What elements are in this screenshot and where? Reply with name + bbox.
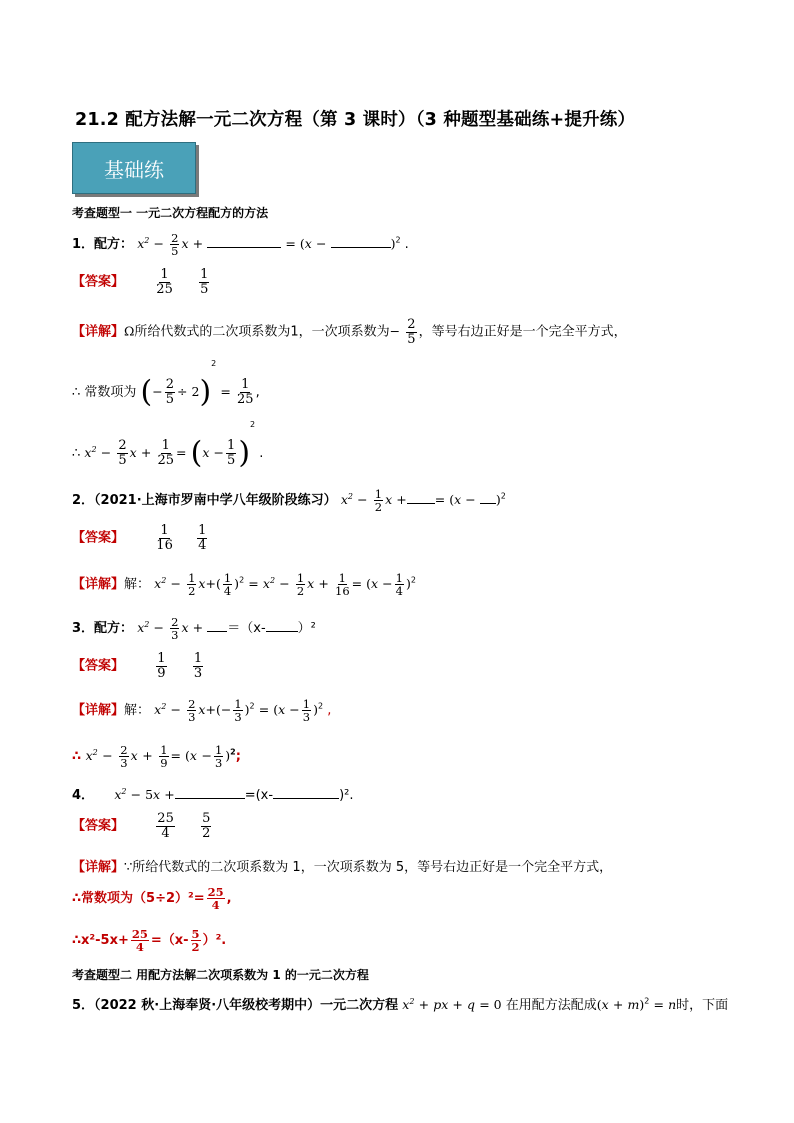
question-3: 3．配方： $x^2$ − $\frac{2}{3}$ x + ＝（x- ）²	[72, 615, 316, 643]
question-3-number: 3．配方：	[72, 621, 134, 637]
page-title: 21.2 配方法解一元二次方程（第 3 课时）（3 种题型基础练+提升练）	[75, 110, 636, 130]
detail-row-3b: ∴ $x^2$ − $\frac{2}{3}$ x + $\frac{1}{9}$ = (x − $\frac{1}{3}$ )$^2$;	[72, 743, 241, 771]
detail-row-1c: ∴ $x^2$ − $\frac{2}{5}$ x + $\frac{1}{25}$ = (x − $\frac{1}{5}$ )$^2$ .	[72, 420, 264, 471]
answer-tag: 【答案】	[72, 530, 125, 546]
answer-row-4: 【答案】 $\frac{25}{4}$ $\frac{5}{2}$	[72, 811, 211, 841]
answer-row-3: 【答案】 $\frac{1}{9}$ $\frac{1}{3}$	[72, 651, 203, 681]
question-4-number: 4．	[72, 788, 95, 803]
question-1-number: 1．配方：	[72, 237, 134, 253]
section-heading-1: 考查题型一 一元二次方程配方的方法	[72, 206, 269, 220]
question-5: 5．（2022 秋·上海奉贤·八年级校考期中）一元二次方程 $x^2$ + px + q = 0 在用配方法配成$(x + m)^2 = n$时，下面	[72, 996, 729, 1013]
answer-row-2: 【答案】 $\frac{1}{16}$ $\frac{1}{4}$	[72, 523, 207, 553]
detail-row-4c: ∴x²-5x+ $\frac{25}{4}$ =（x- $\frac{5}{2}$ ）².	[72, 927, 227, 955]
detail-tag: 【详解】	[72, 324, 125, 340]
banner-label: 基础练	[104, 157, 164, 182]
answer-tag: 【答案】	[72, 658, 125, 674]
answer-row-1: 【答案】 $\frac{1}{25}$ $\frac{1}{5}$	[72, 267, 209, 297]
question-2: 2．（2021·上海市罗南中学八年级阶段练习） $x^2$ − $\frac{1}{2}$ x + = $(x - )^2$	[72, 487, 506, 515]
question-5-number: 5．（2022 秋·上海奉贤·八年级校考期中）一元二次方程	[72, 998, 399, 1013]
detail-row-4a: 【详解】∵所给代数式的二次项系数为 1，一次项系数为 5，等号右边正好是一个完全平方式，	[72, 860, 613, 875]
fraction: $\frac{2}{5}$	[171, 231, 179, 259]
detail-row-3a: 【详解】解： $x^2$ − $\frac{2}{3}$ x+(− $\frac{1}{3}$ )$^2$ = (x − $\frac{1}{3}$ )$^2$ ,	[72, 697, 332, 725]
detail-row-1a: 【详解】Ω所给代数式的二次项系数为1，一次项系数为− $\frac{2}{5}$ ，等号右边正好是一个完全平方式，	[72, 317, 627, 347]
section-heading-2: 考查题型二 用配方法解二次项系数为 1 的一元二次方程	[72, 968, 369, 982]
answer-tag: 【答案】	[72, 818, 125, 834]
answer-tag: 【答案】	[72, 274, 125, 290]
basic-practice-banner	[72, 142, 196, 194]
question-1: 1．配方： $x^2$ − $\frac{2}{5}$ x + = $(x - )^2$ .	[72, 231, 409, 259]
detail-row-1b: ∴ 常数项为 (− $\frac{2}{5}$ ÷ 2)$^2$ = $\frac{1}{25}$ ,	[72, 359, 260, 410]
detail-row-2: 【详解】解： $x^2$ − $\frac{1}{2}$ x+( $\frac{1}{4}$ )$^2 = x^2$ − $\frac{1}{2}$ x + $\frac{1}{16}$ = (x − $\frac{1}{4}$ )$^2$	[72, 571, 416, 599]
detail-row-4b: ∴常数项为（5÷2）²= $\frac{25}{4}$ ,	[72, 885, 232, 913]
question-4: 4． $x^2 - 5x + =(x-$ )².	[72, 786, 354, 803]
question-2-number: 2．（2021·上海市罗南中学八年级阶段练习）	[72, 493, 337, 509]
